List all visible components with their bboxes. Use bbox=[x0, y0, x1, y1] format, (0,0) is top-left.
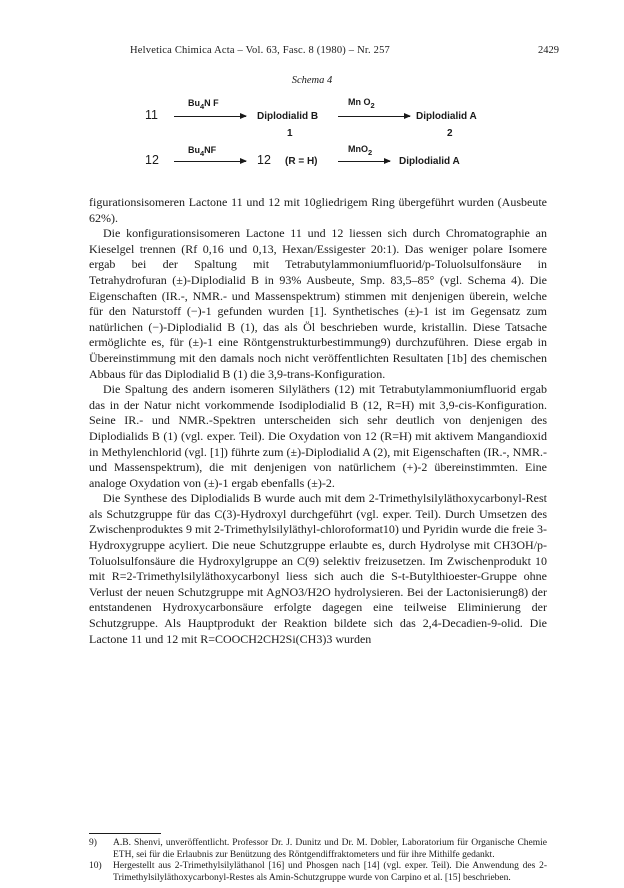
scheme-title: Schema 4 bbox=[291, 75, 333, 86]
row1-start-compound: 11 bbox=[145, 108, 158, 122]
body-text bbox=[89, 195, 547, 647]
row2-arrow2 bbox=[338, 161, 390, 162]
row1-product1-number: 1 bbox=[287, 128, 293, 139]
row1-arrow1 bbox=[174, 116, 246, 117]
row1-reagent2: Mn $O_2$ bbox=[348, 97, 375, 110]
footnote-text: Hergestellt aus 2-Trimethylsilyläthanol [16] und Phosgen nach [14] (vgl. exper. Teil). Die Anwendung des 2-Trimethylsilyläthoxycarbonyl-Restes als Amin-Schutzgruppe wurde von Carpino et al. [15] beschrieben. bbox=[113, 861, 547, 883]
row1-reagent1: $Bu_4N$ F bbox=[188, 98, 219, 111]
footnote-number: 10) bbox=[89, 861, 102, 872]
row2-reagent1: $Bu_4NF$ bbox=[188, 145, 217, 158]
footnote-separator bbox=[89, 833, 161, 834]
row2-product2: Diplodialid A bbox=[399, 156, 460, 167]
footnotes bbox=[89, 838, 547, 884]
running-title: Helvetica Chimica Acta – Vol. 63, Fasc. 8 (1980) – Nr. 257 bbox=[130, 45, 390, 56]
row2-product1: 12 bbox=[257, 153, 271, 167]
footnote-text: A.B. Shenvi, unveröffentlicht. Professor Dr. J. Dunitz und Dr. M. Dobler, Laboratorium für Organische Chemie ETH, sei für die Erlaubnis zur Benützung des Röntgendiffraktometers und für ihre Mithilfe gedankt. bbox=[113, 838, 547, 860]
row1-arrow2 bbox=[338, 116, 410, 117]
page-number: 2429 bbox=[538, 45, 559, 56]
row1-product2-number: 2 bbox=[447, 128, 453, 139]
footnote bbox=[89, 838, 547, 861]
row2-arrow1 bbox=[174, 161, 246, 162]
row1-product2: Diplodialid A bbox=[416, 111, 477, 122]
footnote-number: 9) bbox=[89, 838, 97, 848]
row1-product1: Diplodialid B bbox=[257, 111, 319, 122]
row2-start-compound: 12 bbox=[145, 153, 159, 167]
body-paragraph: Die Synthese des Diplodialids B wurde auch mit dem 2-Trimethylsilyläthoxycarbonyl-Rest als Schutzgruppe für das C(3)-Hydroxyl durchgeführt (vgl. exper. Teil). Durch Umsetzen des Zwischenproduktes 9 mit 2-Trimethylsilyläthyl-chloroformat10) und Pyridin wurde die freie 3-Hydroxygruppe acyliert. Die neue Schutzgruppe erlaubte es, durch Hydrolyse mit CH3OH/p-Toluolsulfonsäure die Hydroxylgruppe an C(9) selektiv freizusetzen. Im Zwischenprodukt 10 mit R=2-Trimethylsilyläthoxycarbonyl liess sich auch die S-t-Butylthioester-Gruppe ohne Verlust der neuen Schutzgruppe mit AgNO3/H2O hydrolysieren. Bei der Lactonisierung8) der entstandenen Hydroxycarbonsäure erfolgte dagegen eine teilweise Eliminierung der Schutzgruppe. Als Hauptprodukt der Reaktion bildete sich das 2,4-Decadien-9-olid. Die Lactone 11 und 12 mit R=COOCH2CH2Si(CH3)3 wurden bbox=[89, 491, 547, 646]
footnote bbox=[89, 861, 547, 884]
body-paragraph: Die konfigurationsisomeren Lactone 11 und 12 liessen sich durch Chromatographie an Kieselgel trennen (Rf 0,16 und 0,13, Hexan/Essigester 20:1). Das weniger polare Isomere ergab bei der Spaltung mit Tetrabutylammoniumfluorid/p-Toluolsulfonsäure in Tetrahydrofuran (±)-Diplodialid B in 93% Ausbeute, Smp. 83,5–85° (vgl. Schema 4). Die Eigenschaften (IR.-, NMR.- und Massenspektrum) stimmen mit denjenigen überein, welche für den Naturstoff (−)-1 gefunden wurden [1]. Synthetisches (±)-1 ist im Gegensatz zum natürlichen (−)-Diplodialid B (1), das als Öl beschrieben wurde, kristallin. Diese Tatsache ermöglichte es, für (±)-1 eine Röntgenstrukturbestimmung9) durchzuführen. Diese ergab in Übereinstimmung mit den damals noch nicht veröffentlichten Resultaten [1b] des chemischen Abbaus für das Diplodialid B (1) die 3,9-trans-Konfiguration. bbox=[89, 226, 547, 381]
body-paragraph: Die Spaltung des andern isomeren Silyläthers (12) mit Tetrabutylammoniumfluorid ergab das in der Natur nicht vorkommende Isodiplodialid B (12, R=H) mit 3,9-cis-Konfiguration. Seine IR.- und NMR.-Spektren unterscheiden sich sehr deutlich von denjenigen des Diplodialids B (1) (vgl. exper. Teil). Die Oxydation von 12 (R=H) mit aktivem Mangandioxid in Methylenchlorid (vgl. [1]) führte zum (±)-Diplodialid A (2), mit Eigenschaften (IR.-, NMR.- und Massenspektrum), die mit denjenigen von natürlichem (+)-2 übereinstimmten. Eine analoge Oxydation von (±)-1 ergab ebenfalls (±)-2. bbox=[89, 382, 547, 490]
row2-reagent2: MnO$_2$ bbox=[348, 144, 373, 157]
row2-product1-suffix: (R = H) bbox=[285, 156, 318, 167]
body-paragraph: figurationsisomeren Lactone 11 und 12 mit 10gliedrigem Ring übergeführt wurden (Ausbeute 62%). bbox=[89, 195, 547, 225]
